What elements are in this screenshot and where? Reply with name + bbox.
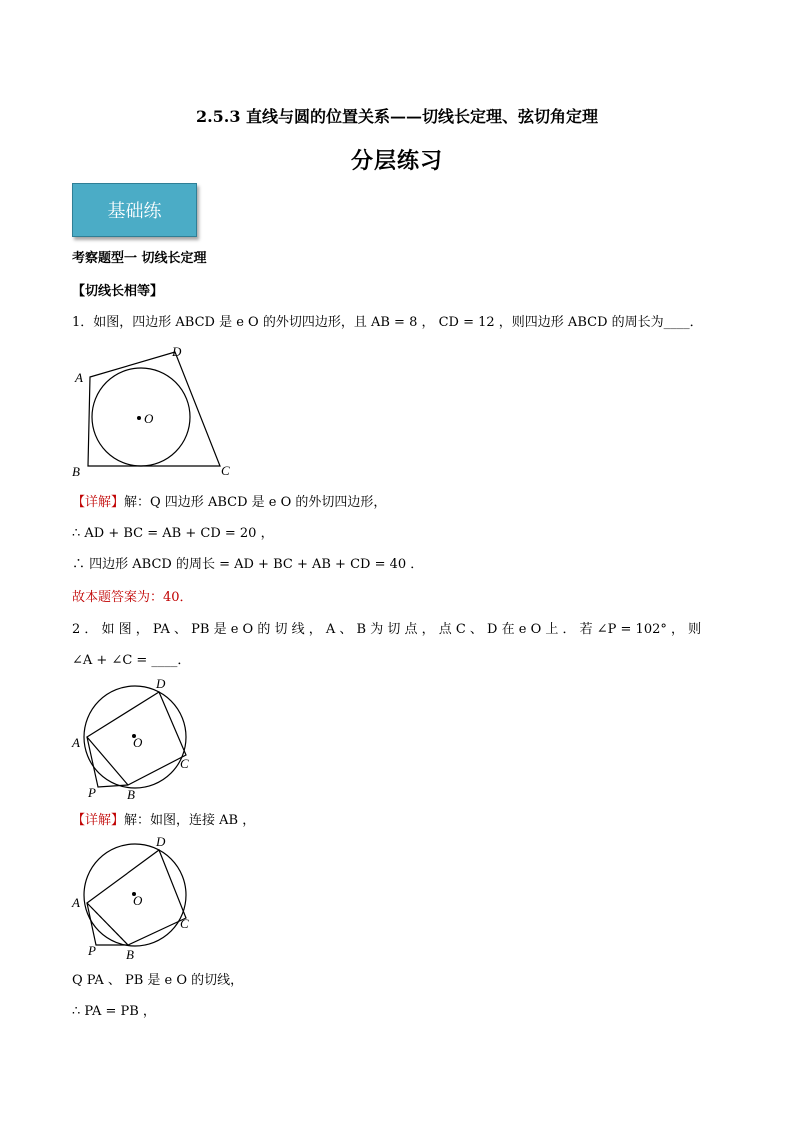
label-d: D bbox=[156, 834, 166, 849]
problem-1-answer: 故本题答案为：40． bbox=[72, 590, 193, 605]
label-o: O bbox=[133, 735, 143, 750]
label-a: A bbox=[75, 370, 83, 385]
label-b: B bbox=[72, 464, 80, 479]
label-p: P bbox=[88, 943, 96, 958]
problem-2-step-1: Q PA 、 PB 是 e O 的切线， bbox=[72, 973, 244, 988]
document-title: 2.5.3 直线与圆的位置关系——切线长定理、弦切角定理 bbox=[195, 107, 599, 126]
label-o: O bbox=[133, 893, 143, 908]
question-type-heading: 考察题型一 切线长定理 bbox=[72, 251, 207, 266]
problem-2-question-line-1: 2 ． 如 图 ， PA 、 PB 是 e O 的 切 线 ， A 、 B 为 切 点 ， 点 C 、 D 在 e O 上 ． 若 ∠P = 102° ， 则 bbox=[72, 622, 702, 637]
problem-1-step-1: ∴ AD + BC = AB + CD = 20 ， bbox=[72, 526, 274, 541]
problem-1-question: 1．如图，四边形 ABCD 是 e O 的外切四边形，且 AB = 8 ， CD = 12 ，则四边形 ABCD 的周长为____． bbox=[72, 315, 703, 330]
problem-2-step-2: ∴ PA = PB ， bbox=[72, 1004, 156, 1019]
problem-2-question-line-2: ∠A + ∠C = ____． bbox=[72, 653, 191, 668]
label-b: B bbox=[126, 947, 134, 962]
problem-2-solution-figure bbox=[68, 833, 198, 963]
problem-1-step-2: ∴ 四边形 ABCD 的周长 = AD + BC + AB + CD = 40 ． bbox=[72, 557, 424, 572]
label-a: A bbox=[72, 735, 80, 750]
document-subtitle: 分层练习 bbox=[350, 148, 443, 174]
center-point bbox=[137, 416, 141, 420]
solution-lead-text: 解：如图，连接 AB ， bbox=[124, 813, 256, 828]
label-d: D bbox=[156, 676, 166, 691]
problem-1-figure bbox=[70, 340, 240, 480]
label-c: C bbox=[180, 756, 189, 771]
solution-tag: 【详解】 bbox=[72, 495, 125, 510]
section-badge: 基础练 bbox=[72, 183, 197, 237]
label-b: B bbox=[127, 787, 135, 802]
problem-1-solution-lead bbox=[72, 494, 386, 512]
label-c: C bbox=[221, 463, 230, 478]
solution-tag: 【详解】 bbox=[72, 813, 125, 828]
label-o: O bbox=[144, 411, 154, 426]
problem-2-figure bbox=[68, 675, 198, 805]
solution-lead-text: 解：Q 四边形 ABCD 是 e O 的外切四边形， bbox=[124, 495, 387, 510]
inscribed-circle bbox=[92, 368, 190, 466]
label-d: D bbox=[172, 344, 182, 359]
topic-subheading: 【切线长相等】 bbox=[72, 284, 164, 299]
quadrilateral-abcd bbox=[88, 352, 220, 466]
problem-2-solution-lead bbox=[72, 812, 255, 830]
label-c: C bbox=[180, 916, 189, 931]
label-p: P bbox=[88, 785, 96, 800]
label-a: A bbox=[72, 895, 80, 910]
